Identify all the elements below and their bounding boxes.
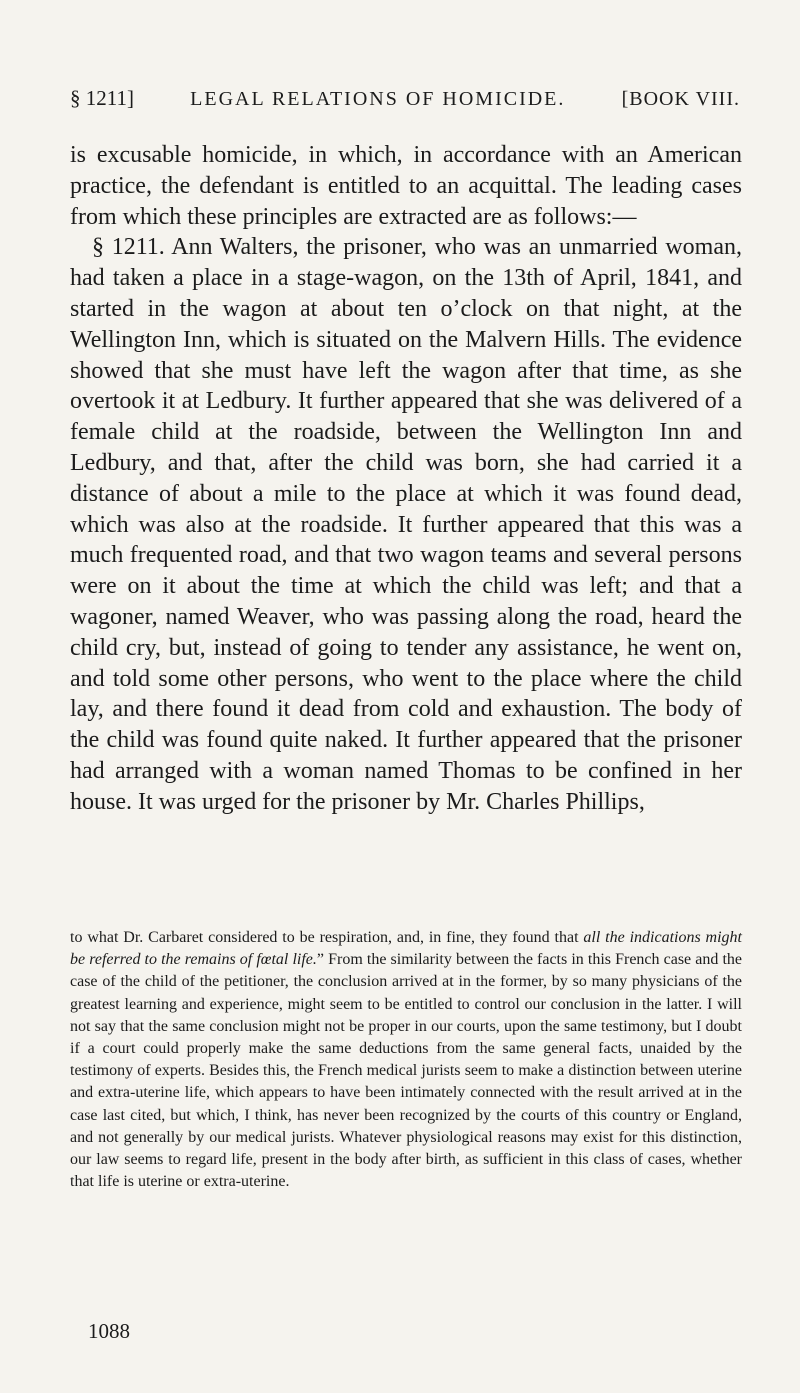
footnote-text-start: to what Dr. Carbaret considered to be respiration, and, in fine, they found that: [70, 929, 584, 946]
header-title: LEGAL RELATIONS OF HOMICIDE.: [190, 88, 566, 110]
page-number: 1088: [88, 1319, 130, 1343]
header-section: § 1211]: [70, 86, 134, 110]
footnote: [70, 927, 742, 1193]
footnote-paragraph: [70, 927, 742, 1193]
main-text: [70, 140, 742, 818]
paragraph-continuation: is excusable homicide, in which, in accordance with an American practice, the defendant is entitled to an acquittal. The leading cases from which these principles are extracted are as follows:—: [70, 142, 742, 230]
running-header: [70, 86, 740, 111]
header-book: [BOOK VIII.: [621, 88, 740, 110]
paragraph-section-1211: § 1211. Ann Walters, the prisoner, who was an unmarried woman, had taken a place in a stage-wagon, on the 13th of April, 1841, and started in the wagon at about ten o’clock on that night, at the Wellington Inn, which is situated on the Malvern Hills. The evidence showed that she must have left the wagon after that time, as she overtook it at Ledbury. It further appeared that she was delivered of a female child at the roadside, between the Wellington Inn and Ledbury, and that, after the child was born, she had carried it a distance of about a mile to the place at which it was found dead, which was also at the roadside. It further appeared that this was a much frequented road, and that two wagon teams and several persons were on it about the time at which the child was left; and that a wagoner, named Weaver, who was passing along the road, heard the child cry, but, instead of going to tender any assistance, he went on, and told some other persons, who went to the place where the child lay, and there found it dead from cold and exhaustion. The body of the child was found quite naked. It further appeared that the prisoner had arranged with a woman named Thomas to be confined in her house. It was urged for the prisoner by Mr. Charles Phillips,: [70, 234, 742, 815]
footnote-text-rest: ” From the similarity between the facts in this French case and the case of the child of the petitioner, the conclusion arrived at in the former, by so many physicians of the greatest learning and experience, might seem to be entitled to control our conclusion in the latter. I will not say that the same conclusion might not be proper in our courts, upon the same testimony, but I doubt if a court could properly make the same deductions from the same general facts, unaided by the testimony of experts. Besides this, the French medical jurists seem to make a distinction between uterine and extra-uterine life, which appears to have been intimately connected with the result arrived at in the case last cited, but which, I think, has never been recognized by the courts of this country or England, and not generally by our medical jurists. Whatever physiological reasons may exist for this distinction, our law seems to regard life, present in the body after birth, as sufficient in this class of cases, whether that life is uterine or extra-uterine.: [70, 951, 743, 1191]
footnote-italic-quote: all the indications might be referred to the remains of fœtal life.: [70, 929, 742, 969]
